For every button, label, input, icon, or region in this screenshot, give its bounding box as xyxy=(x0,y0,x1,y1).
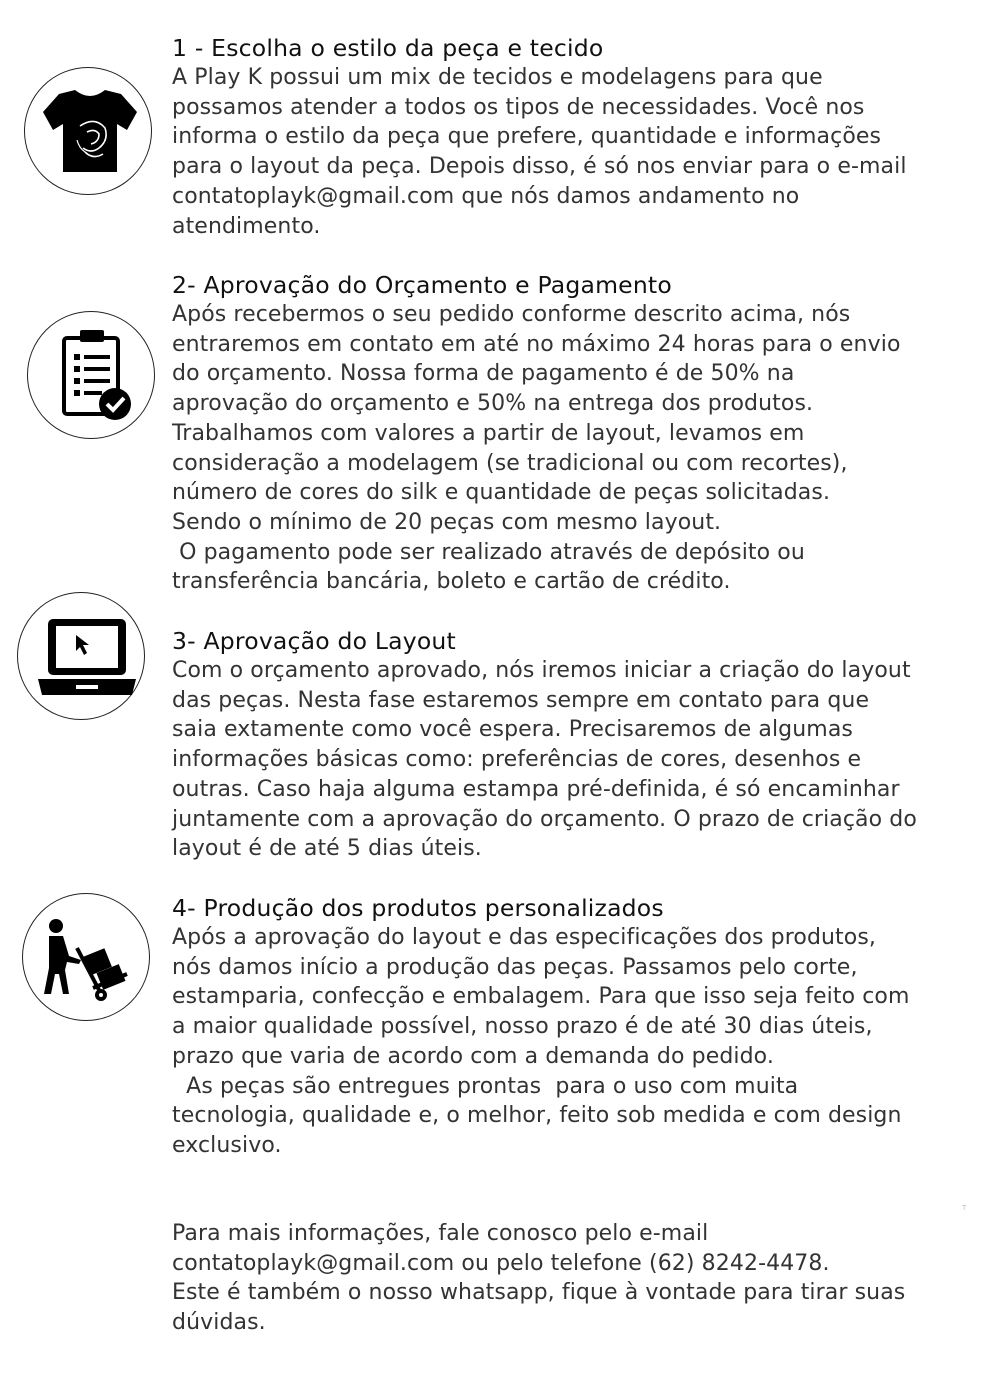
section-1-line: possamos atender a todos os tipos de necessidades. Você nos xyxy=(172,94,865,120)
clipboard-check-icon xyxy=(28,312,156,440)
laptop-icon xyxy=(18,593,146,721)
section-4-line: nós damos início a produção das peças. Passamos pelo corte, xyxy=(172,954,858,980)
section-3-line: outras. Caso haja alguma estampa pré-definida, é só encaminhar xyxy=(172,776,900,802)
corner-mark: T xyxy=(962,1204,967,1212)
section-4-body xyxy=(172,923,972,1161)
footer-body xyxy=(172,1219,972,1338)
footer-line: dúvidas. xyxy=(172,1310,266,1336)
section-4-title: 4- Produção dos produtos personalizados xyxy=(172,894,664,922)
section-2-line: do orçamento. Nossa forma de pagamento é de 50% na xyxy=(172,361,795,387)
section-1-line: para o layout da peça. Depois disso, é só nos enviar para o e-mail xyxy=(172,154,907,180)
section-4-line: Após a aprovação do layout e das especificações dos produtos, xyxy=(172,925,876,950)
section-2-line: Trabalhamos com valores a partir de layout, levamos em xyxy=(172,420,805,446)
section-3-body xyxy=(172,656,972,864)
section-3 xyxy=(172,626,972,864)
section-4 xyxy=(172,893,972,1161)
section-1-title: 1 - Escolha o estilo da peça e tecido xyxy=(172,34,604,62)
section-4-line: exclusivo. xyxy=(172,1132,282,1158)
section-3-line: saia extamente como você espera. Precisaremos de algumas xyxy=(172,717,853,743)
section-1-line: informa o estilo da peça que prefere, quantidade e informações xyxy=(172,124,882,150)
section-2-body xyxy=(172,300,972,597)
section-4-line: a maior qualidade possível, nosso prazo é de até 30 dias úteis, xyxy=(172,1014,873,1040)
section-2-line: O pagamento pode ser realizado através de depósito ou xyxy=(172,539,805,565)
section-3-title: 3- Aprovação do Layout xyxy=(172,627,456,655)
section-3-line: juntamente com a aprovação do orçamento. O prazo de criação do xyxy=(172,806,917,832)
section-2-line: transferência bancária, boleto e cartão de crédito. xyxy=(172,569,731,595)
laptop-icon-circle xyxy=(17,592,145,720)
section-3-line: layout é de até 5 dias úteis. xyxy=(172,836,482,862)
section-2 xyxy=(172,270,972,597)
section-2-line: Após recebermos o seu pedido conforme descrito acima, nós xyxy=(172,302,851,327)
section-2-title: 2- Aprovação do Orçamento e Pagamento xyxy=(172,271,672,299)
footer-line: Este é também o nosso whatsapp, fique à vontade para tirar suas xyxy=(172,1280,906,1306)
section-1-line: atendimento. xyxy=(172,213,321,239)
footer-line: Para mais informações, fale conosco pelo e-mail xyxy=(172,1221,709,1246)
worker-icon-circle xyxy=(22,893,150,1021)
section-1-line: contatoplayk@gmail.com que nós damos andamento no xyxy=(172,183,800,209)
clipboard-icon-circle xyxy=(27,311,155,439)
hand-truck-worker-icon xyxy=(23,894,151,1022)
section-4-line: prazo que varia de acordo com a demanda do pedido. xyxy=(172,1043,774,1069)
footer-line: contatoplayk@gmail.com ou pelo telefone (62) 8242-4478. xyxy=(172,1250,830,1276)
tshirt-icon xyxy=(25,68,153,196)
tshirt-icon-circle xyxy=(24,67,152,195)
section-1-body xyxy=(172,63,972,241)
section-3-line: informações básicas como: preferências de cores, desenhos e xyxy=(172,747,862,773)
section-2-line: consideração a modelagem (se tradicional ou com recortes), xyxy=(172,450,848,476)
section-2-line: número de cores do silk e quantidade de peças solicitadas. xyxy=(172,480,831,506)
section-2-line: entraremos em contato em até no máximo 24 horas para o envio xyxy=(172,331,901,357)
section-3-line: das peças. Nesta fase estaremos sempre em contato para que xyxy=(172,687,870,713)
section-1-line: A Play K possui um mix de tecidos e modelagens para que xyxy=(172,65,823,90)
section-4-line: estamparia, confecção e embalagem. Para que isso seja feito com xyxy=(172,984,910,1010)
footer-contact xyxy=(172,1219,972,1338)
section-3-line: Com o orçamento aprovado, nós iremos iniciar a criação do layout xyxy=(172,658,911,683)
section-1 xyxy=(172,33,972,241)
section-2-line: aprovação do orçamento e 50% na entrega dos produtos. xyxy=(172,391,814,417)
section-4-line: As peças são entregues prontas para o uso com muita xyxy=(172,1073,799,1099)
section-2-line: Sendo o mínimo de 20 peças com mesmo layout. xyxy=(172,509,722,535)
section-4-line: tecnologia, qualidade e, o melhor, feito sob medida e com design xyxy=(172,1103,902,1129)
